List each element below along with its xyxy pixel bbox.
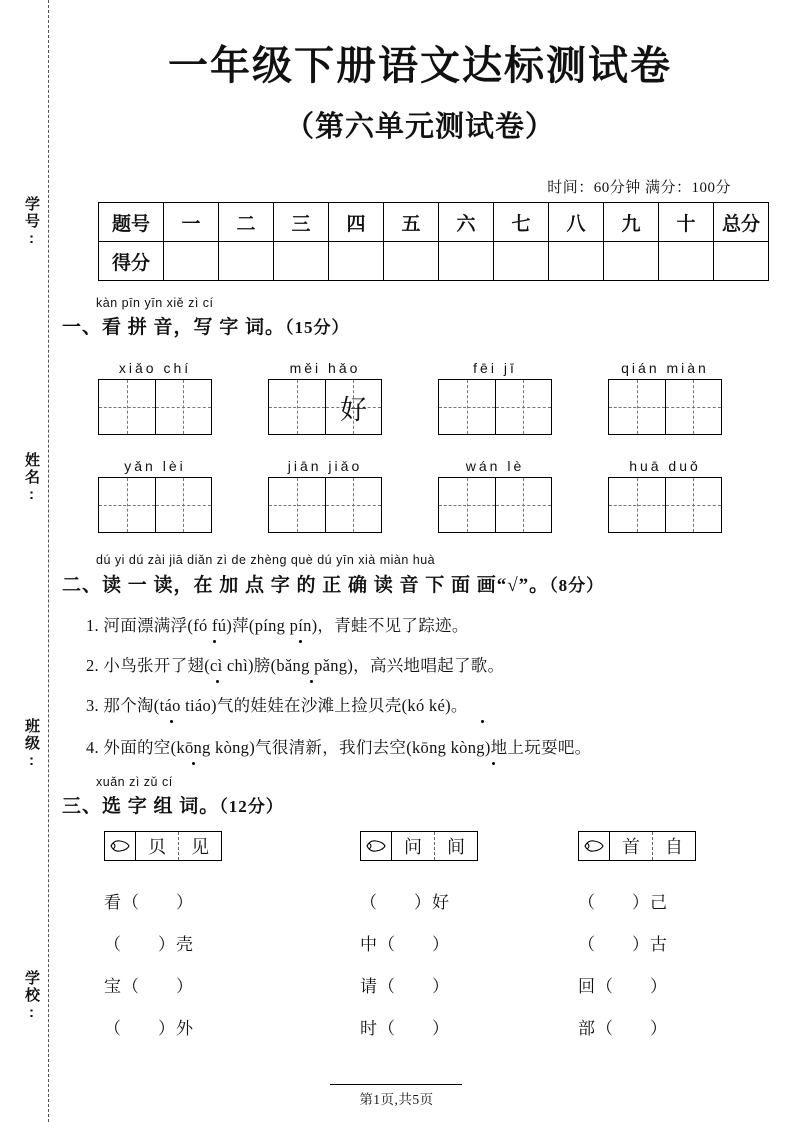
- score-table-col-7: 七: [494, 203, 549, 242]
- tianzi-pinyin: yǎn lèi: [124, 458, 186, 474]
- score-table-score-row: [99, 242, 769, 281]
- section-2-heading: [62, 570, 604, 597]
- tianzi-group-6: [268, 458, 382, 533]
- word-option[interactable]: 问: [391, 832, 434, 860]
- word-option[interactable]: 贝: [135, 832, 178, 860]
- tianzi-char: [609, 380, 665, 434]
- tianzi-char: [609, 478, 665, 532]
- tianzi-pinyin: fēi jī: [473, 360, 517, 376]
- tianzi-char: [439, 380, 495, 434]
- tianzi-box[interactable]: [268, 477, 382, 533]
- tianzi-cell[interactable]: [99, 478, 155, 532]
- score-cell[interactable]: [384, 242, 439, 281]
- fill-item[interactable]: 看（ ）: [104, 893, 194, 912]
- word-choice-box-1: [104, 831, 222, 861]
- emphasis-dot: [492, 762, 495, 765]
- section-2-item-4: 4. 外面的空(kōng kòng)气很清新，我们去空(kōng kòng)地上玩耍吧。: [86, 738, 592, 757]
- tianzi-pinyin: huā duǒ: [629, 458, 701, 474]
- fill-item[interactable]: 中（ ）: [360, 935, 450, 954]
- tianzi-box[interactable]: [98, 379, 212, 435]
- horn-icon: [361, 832, 391, 860]
- emphasis-dot: [310, 680, 313, 683]
- tianzi-box[interactable]: [608, 379, 722, 435]
- tianzi-char: [666, 380, 721, 434]
- section-3-score: （12分）: [219, 797, 284, 816]
- tianzi-char: [99, 478, 155, 532]
- fill-item[interactable]: （ ）己: [578, 893, 668, 912]
- fill-item[interactable]: 回（ ）: [578, 977, 668, 996]
- tianzi-cell[interactable]: [609, 478, 665, 532]
- tianzi-char: [496, 380, 551, 434]
- page-footer: 第1页,共5页: [359, 1092, 434, 1107]
- section-1-pinyin: kàn pīn yīn xiě zì cí: [96, 296, 214, 310]
- tianzi-pinyin: měi hǎo: [289, 360, 361, 376]
- emphasis-dot: [216, 680, 219, 683]
- tianzi-group-7: [438, 458, 552, 533]
- tianzi-char: [99, 380, 155, 434]
- tianzi-group-2: [268, 360, 382, 435]
- score-table-col-total: 总分: [714, 203, 769, 242]
- tianzi-cell[interactable]: [325, 478, 381, 532]
- side-label-name: 姓名:: [23, 452, 40, 505]
- tianzi-cell[interactable]: [665, 380, 721, 434]
- tianzi-group-4: [608, 360, 722, 435]
- word-option[interactable]: 自: [652, 832, 695, 860]
- side-label-school: 学校:: [23, 970, 40, 1023]
- tianzi-cell[interactable]: [325, 380, 381, 434]
- page-title: 一年级下册语文达标测试卷: [168, 43, 672, 88]
- emphasis-dot: [170, 720, 173, 723]
- tianzi-cell[interactable]: [609, 380, 665, 434]
- fill-item[interactable]: （ ）外: [104, 1019, 194, 1038]
- fill-item[interactable]: 宝（ ）: [104, 977, 194, 996]
- tianzi-cell[interactable]: [439, 478, 495, 532]
- score-table-col-3: 三: [274, 203, 329, 242]
- fill-item[interactable]: 部（ ）: [578, 1019, 668, 1038]
- tianzi-char: [666, 478, 721, 532]
- tianzi-cell[interactable]: [155, 380, 211, 434]
- tianzi-char: [326, 478, 381, 532]
- section-2-item-1: 1. 河面漂满浮(fó fú)萍(píng pín)，青蛙不见了踪迹。: [86, 616, 469, 635]
- tianzi-cell[interactable]: [99, 380, 155, 434]
- fill-item[interactable]: （ ）壳: [104, 935, 194, 954]
- tianzi-cell[interactable]: [439, 380, 495, 434]
- word-option[interactable]: 见: [178, 832, 221, 860]
- tianzi-box[interactable]: [438, 379, 552, 435]
- emphasis-dot: [213, 640, 216, 643]
- fill-item[interactable]: （ ）好: [360, 893, 450, 912]
- section-1-heading: [62, 312, 350, 339]
- tianzi-box[interactable]: [438, 477, 552, 533]
- tianzi-pinyin: xiǎo chí: [118, 360, 192, 376]
- section-3-pinyin: xuǎn zì zǔ cí: [96, 775, 173, 789]
- score-table: [98, 202, 769, 281]
- tianzi-pinyin: jiān jiǎo: [287, 458, 363, 474]
- word-option[interactable]: 首: [609, 832, 652, 860]
- tianzi-pinyin: wán lè: [465, 458, 525, 474]
- tianzi-group-8: [608, 458, 722, 533]
- tianzi-char: [156, 380, 211, 434]
- score-cell[interactable]: [164, 242, 219, 281]
- section-2-label: 二、读 一 读，在 加 点 字 的 正 确 读 音 下 面 画“√”。: [62, 575, 550, 596]
- page-subtitle: （第六单元测试卷）: [284, 111, 555, 143]
- word-option[interactable]: 间: [434, 832, 477, 860]
- tianzi-group-5: [98, 458, 212, 533]
- score-table-col-6: 六: [439, 203, 494, 242]
- tianzi-char: 好: [339, 394, 367, 425]
- section-3-heading: [62, 791, 284, 818]
- tianzi-box[interactable]: [608, 477, 722, 533]
- score-cell[interactable]: [549, 242, 604, 281]
- tianzi-group-1: [98, 360, 212, 435]
- section-2-item-3: 3. 那个淘(táo tiáo)气的娃娃在沙滩上捡贝壳(kó ké)。: [86, 696, 468, 715]
- score-table-score-label: 得分: [99, 242, 164, 281]
- tianzi-cell[interactable]: [495, 380, 551, 434]
- score-table-col-10: 十: [659, 203, 714, 242]
- fill-item[interactable]: （ ）古: [578, 935, 668, 954]
- score-table-col-8: 八: [549, 203, 604, 242]
- section-1-label: 一、看 拼 音，写 字 词。: [62, 317, 286, 338]
- footer-divider: [330, 1084, 462, 1085]
- horn-icon: [579, 832, 609, 860]
- score-cell[interactable]: [659, 242, 714, 281]
- tianzi-char: [439, 478, 495, 532]
- score-table-col-4: 四: [329, 203, 384, 242]
- score-table-header-row: [99, 203, 769, 242]
- score-table-col-1: 一: [164, 203, 219, 242]
- tianzi-cell[interactable]: [155, 478, 211, 532]
- tianzi-group-3: [438, 360, 552, 435]
- tianzi-pinyin: qián miàn: [621, 360, 709, 376]
- tianzi-cell[interactable]: [269, 478, 325, 532]
- section-1-score: （15分）: [285, 318, 350, 337]
- score-table-col-5: 五: [384, 203, 439, 242]
- word-choice-box-2: [360, 831, 478, 861]
- word-choice-box-3: [578, 831, 696, 861]
- emphasis-dot: [192, 762, 195, 765]
- tianzi-cell[interactable]: [665, 478, 721, 532]
- tianzi-cell[interactable]: [495, 478, 551, 532]
- tianzi-cell[interactable]: [269, 380, 325, 434]
- section-3-label: 三、选 字 组 词。: [62, 796, 220, 817]
- score-cell[interactable]: [219, 242, 274, 281]
- score-cell[interactable]: [329, 242, 384, 281]
- score-cell-total[interactable]: [714, 242, 769, 281]
- score-cell[interactable]: [274, 242, 329, 281]
- side-label-class: 班级:: [23, 718, 40, 771]
- exam-info: 时间：60分钟 满分：100分: [547, 180, 731, 196]
- fill-item[interactable]: 请（ ）: [360, 977, 450, 996]
- emphasis-dot: [481, 720, 484, 723]
- cut-line: [48, 0, 49, 1122]
- score-table-row-label: 题号: [99, 203, 164, 242]
- tianzi-char: [156, 478, 211, 532]
- section-2-pinyin: dú yi dú zài jiā diǎn zì de zhèng què dú yīn xià miàn huà: [96, 553, 436, 567]
- tianzi-box[interactable]: [98, 477, 212, 533]
- score-cell[interactable]: [439, 242, 494, 281]
- emphasis-dot: [299, 640, 302, 643]
- section-2-item-2: 2. 小鸟张开了翅(cì chì)膀(bǎng pǎng)，高兴地唱起了歌。: [86, 656, 505, 675]
- tianzi-box[interactable]: [268, 379, 382, 435]
- side-label-student-id: 学号:: [23, 196, 40, 249]
- tianzi-char: [269, 380, 325, 434]
- section-2-score: （8分）: [549, 576, 605, 595]
- score-cell[interactable]: [604, 242, 659, 281]
- tianzi-char: [269, 478, 325, 532]
- score-cell[interactable]: [494, 242, 549, 281]
- horn-icon: [105, 832, 135, 860]
- score-table-col-9: 九: [604, 203, 659, 242]
- score-table-col-2: 二: [219, 203, 274, 242]
- tianzi-char: [496, 478, 551, 532]
- fill-item[interactable]: 时（ ）: [360, 1019, 450, 1038]
